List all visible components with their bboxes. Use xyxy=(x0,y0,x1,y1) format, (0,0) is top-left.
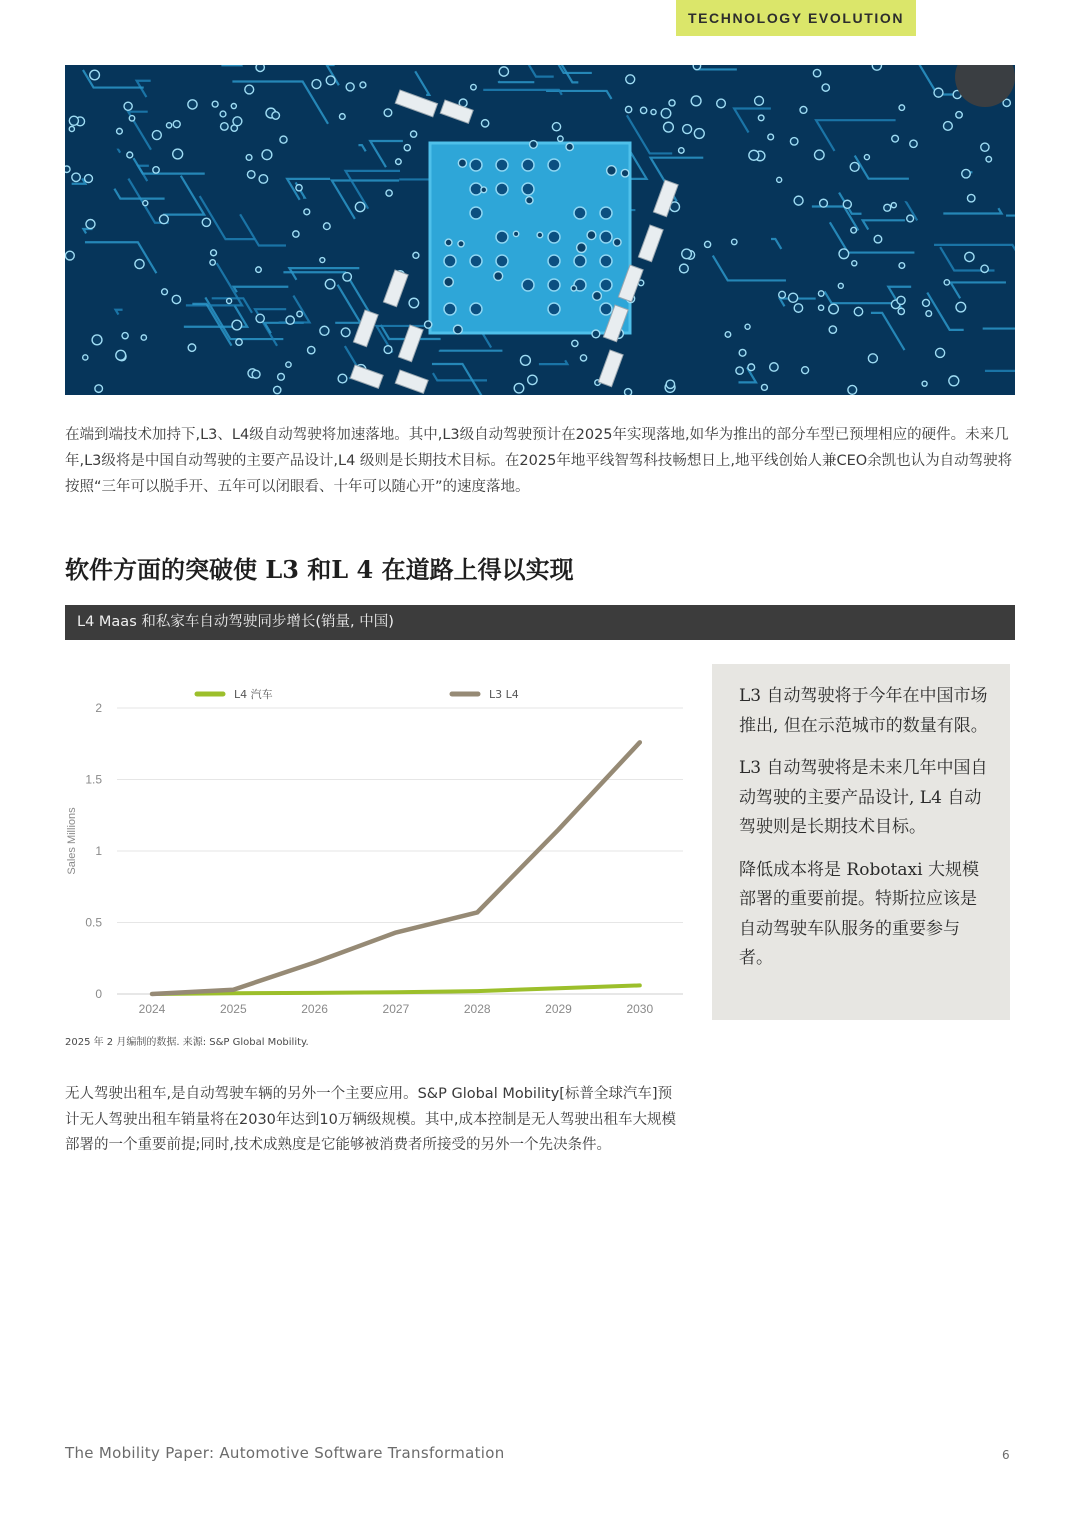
legend-label: L3 L4 xyxy=(489,688,519,701)
y-tick-label: 2 xyxy=(95,701,102,715)
x-tick-label: 2029 xyxy=(545,1002,572,1016)
intro-paragraph: 在端到端技术加持下,L3、L4级自动驾驶将加速落地。其中,L3级自动驾驶预计在2025年实现落地,如华为推出的部分车型已预埋相应的硬件。未来几年,L3级将是中国自动驾驶的主要产品设计,L4 级则是长期技术目标。在2025年地平线智驾科技畅想日上,地平线创始人兼CEO余凯也认为自动驾驶将按照“三年可以脱手开、五年可以闭眼看、十年可以随心开”的速度落地。 xyxy=(65,427,1013,495)
line-chart xyxy=(65,660,695,1030)
sidebar-paragraph: L3 自动驾驶将是未来几年中国自动驾驶的主要产品设计, L4 自动驾驶则是长期技术目标。 xyxy=(739,758,988,837)
x-tick-label: 2027 xyxy=(382,1002,410,1016)
y-tick-label: 1 xyxy=(95,844,102,858)
series-line xyxy=(152,742,640,994)
chart-svg xyxy=(65,660,695,1030)
x-tick-label: 2025 xyxy=(219,1002,247,1016)
legend-label: L4 汽车 xyxy=(234,688,273,701)
section-heading: 软件方面的突破使 L3 和L 4 在道路上得以实现 xyxy=(65,555,574,584)
chart-title-bar: L4 Maas 和私家车自动驾驶同步增长(销量, 中国) xyxy=(65,605,1015,640)
sidebar-paragraph: L3 自动驾驶将于今年在中国市场推出, 但在示范城市的数量有限。 xyxy=(739,686,988,736)
y-axis-label: Sales Millions xyxy=(66,807,78,875)
x-tick-label: 2024 xyxy=(138,1002,166,1016)
body-paragraph: 无人驾驶出租车,是自动驾驶车辆的另外一个主要应用。S&P Global Mobility[标普全球汽车]预计无人驾驶出租车销量将在2030年达到10万辆级规模。其中,成本控制是无人驾驶出租车大规模部署的一个重要前提;同时,技术成熟度是它能够被消费者所接受的另外一个先决条件。 xyxy=(65,1086,676,1153)
sidebar-paragraph: 降低成本将是 Robotaxi 大规模部署的重要前提。特斯拉应该是自动驾驶车队服务的重要参与者。 xyxy=(739,859,979,968)
x-tick-label: 2030 xyxy=(626,1002,654,1016)
chart-source-note: 2025 年 2 月编制的数据. 来源: S&P Global Mobility. xyxy=(65,1037,309,1048)
y-tick-label: 0.5 xyxy=(85,915,102,930)
y-tick-label: 1.5 xyxy=(85,772,102,787)
section-tag: TECHNOLOGY EVOLUTION xyxy=(676,0,916,36)
sidebar-callout xyxy=(712,664,1010,1020)
footer-title: The Mobility Paper: Automotive Software Transformation xyxy=(65,1444,505,1462)
hero-image xyxy=(65,65,1015,395)
x-tick-label: 2026 xyxy=(301,1002,328,1016)
page-number: 6 xyxy=(1002,1448,1010,1462)
circuit-board-photo xyxy=(65,65,1015,395)
y-tick-label: 0 xyxy=(95,987,102,1001)
x-tick-label: 2028 xyxy=(463,1002,491,1016)
